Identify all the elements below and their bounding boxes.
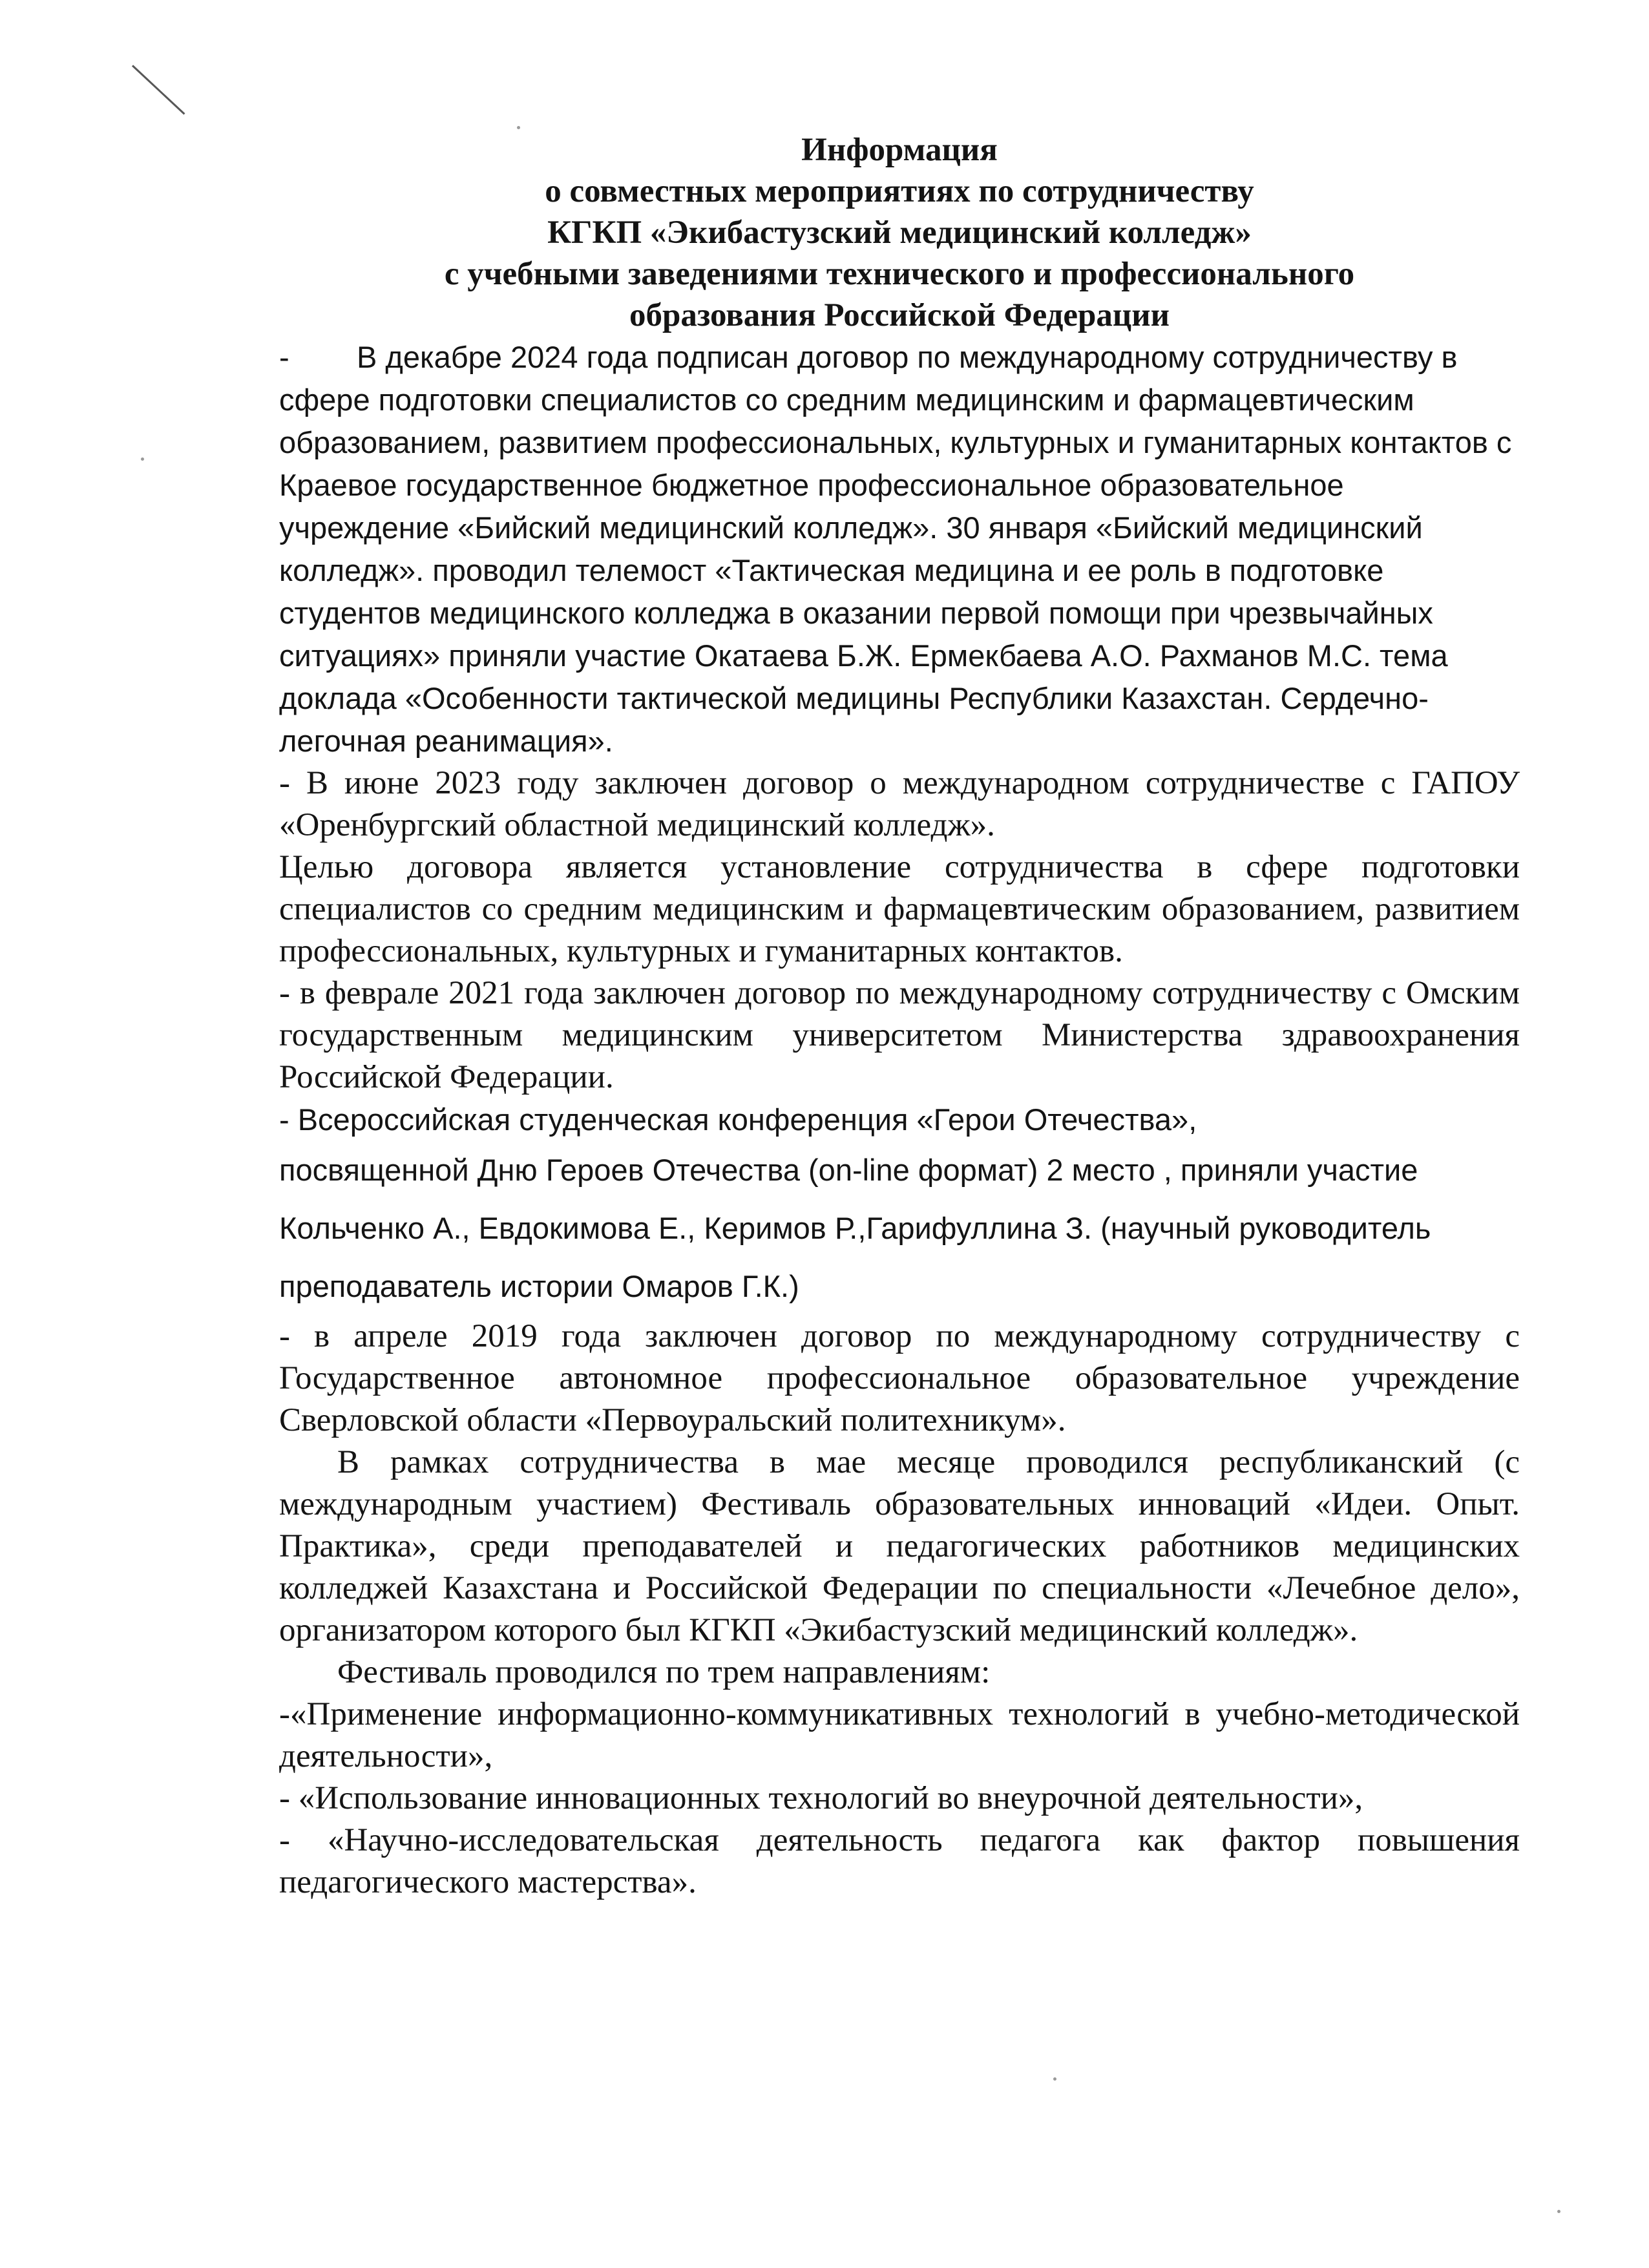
paragraph-conference-heading: - Всероссийская студенческая конференция «Герои Отечества», bbox=[279, 1102, 1197, 1137]
paragraph-dash: - bbox=[279, 340, 289, 374]
paragraph-agreement-goal: Целью договора является установление сотрудничества в сфере подготовки специалистов со средним медицинским и фармацевтическим образованием, развитием профессиональных, культурных и гуманитарных контактов. bbox=[279, 849, 1520, 969]
paragraph-omsk-agreement: - в феврале 2021 года заключен договор по международному сотрудничеству с Омским государственным медицинским университетом Министерства здравоохранения Российской Федерации. bbox=[279, 975, 1520, 1095]
document-title bbox=[279, 129, 1520, 336]
paragraph-text: В декабре 2024 года подписан договор по международному сотрудничеству в сфере подготовки специалистов со средним медицинским и фармацевтическим образованием, развитием профессиональных, культурных и гуманитарных контактов с Краевое государственное бюджетное профессиональное образовательное учреждение «Бийский медицинский колледж». 30 января «Бийский медицинский колледж». проводил телемост «Тактическая медицина и ее роль в подготовке студентов медицинского колледжа в оказании первой помощи при чрезвычайных ситуациях» приняли участие Окатаева Б.Ж. Ермекбаева А.О. Рахманов М.С. тема доклада «Особенности тактической медицины Республики Казахстан. Сердечно-легочная реанимация». bbox=[279, 340, 1512, 758]
title-line: КГКП «Экибастузский медицинский колледж» bbox=[547, 215, 1252, 251]
scan-speck bbox=[1053, 2077, 1056, 2081]
paragraph-festival: В рамках сотрудничества в мае месяце проводился республиканский (с международным участием) Фестиваль образовательных инноваций «Идеи. Опыт. Практика», среди преподавателей и педагогических работников медицинских колледжей Казахстана и Российской Федерации по специальности «Лечебное дело», организатором которого был КГКП «Экибастузский медицинский колледж». bbox=[279, 1444, 1520, 1648]
paragraph-conference-details: посвященной Дню Героев Отечества (on-line формат) 2 место , приняли участие Кольченко А., Евдокимова Е., Керимов Р.,Гарифуллина З. (научный руководитель преподаватель истории Омаров Г.К.) bbox=[279, 1153, 1431, 1303]
title-line: о совместных мероприятиях по сотрудничеству bbox=[545, 173, 1254, 209]
paragraph-bijsk-agreement bbox=[279, 336, 1520, 762]
title-line: образования Российской Федерации bbox=[629, 297, 1170, 333]
paragraph-orenburg-agreement: - В июне 2023 году заключен договор о международном сотрудничестве с ГАПОУ «Оренбургский областной медицинский колледж». bbox=[279, 765, 1520, 843]
title-line: с учебными заведениями технического и профессионального bbox=[444, 256, 1355, 292]
scan-speck bbox=[141, 457, 144, 461]
paragraph-pervouralsk-agreement: - в апреле 2019 года заключен договор по международному сотрудничеству с Государственное автономное профессиональное образовательное учреждение Сверловской области «Первоуральский политехникум». bbox=[279, 1318, 1520, 1438]
list-item-direction-extracurricular: - «Использование инновационных технологий во внеурочной деятельности», bbox=[279, 1780, 1363, 1816]
title-line: Информация bbox=[801, 132, 998, 168]
document-text bbox=[279, 336, 1520, 1904]
document-body bbox=[279, 129, 1520, 1904]
scan-pen-mark bbox=[132, 65, 185, 114]
paragraph-festival-directions: Фестиваль проводился по трем направлениям: bbox=[337, 1654, 991, 1690]
scan-speck bbox=[1557, 2210, 1560, 2213]
list-item-direction-research: - «Научно-исследовательская деятельность педагога как фактор повышения педагогического мастерства». bbox=[279, 1822, 1520, 1900]
list-item-direction-ict: -«Применение информационно-коммуникативных технологий в учебно-методической деятельности», bbox=[279, 1696, 1520, 1774]
